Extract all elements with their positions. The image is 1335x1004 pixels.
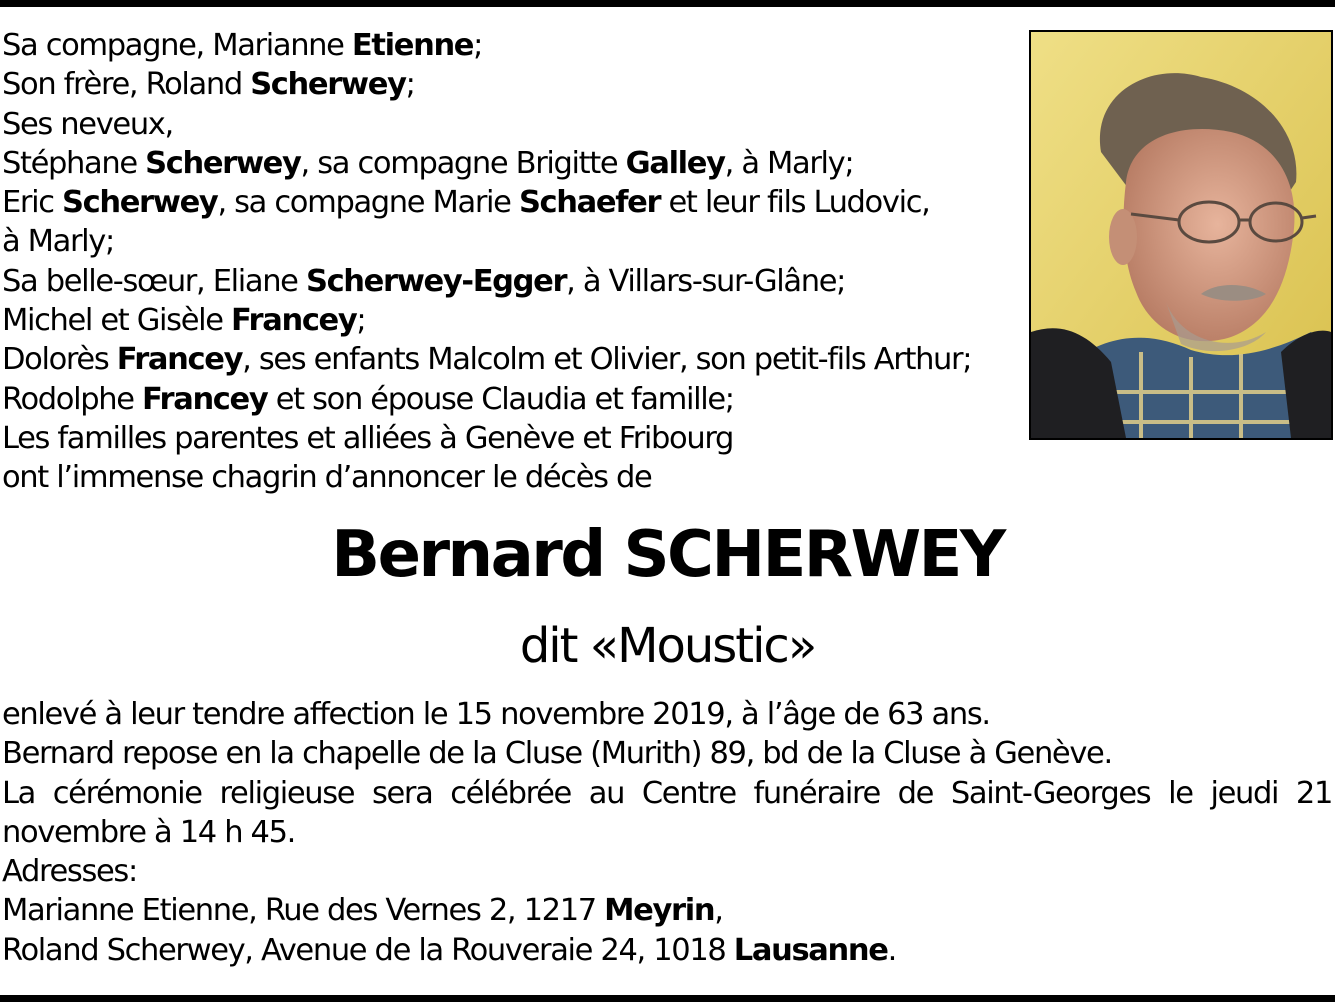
family-line (2, 65, 1012, 104)
text-run: , à Villars-sur-Glâne; (566, 263, 846, 299)
text-run: Sa compagne, Marianne (2, 28, 352, 63)
bold-name: Scherwey (62, 185, 218, 221)
funeral-details (2, 695, 1332, 970)
family-list (2, 26, 1012, 498)
text-run: Son frère, Roland (2, 67, 251, 103)
bold-name: Schaefer (518, 185, 661, 221)
text-run: , (714, 893, 723, 929)
text-run: Marianne Etienne, Rue des Vernes 2, 1217 (2, 893, 605, 929)
text-run: ont l’immense chagrin d’annoncer le décès de (2, 460, 652, 496)
details-line (2, 891, 1332, 930)
details-line (2, 695, 1332, 734)
family-line (2, 419, 1012, 458)
text-run: Ses neveux, (2, 106, 173, 142)
family-line (2, 183, 1012, 222)
bold-name: Francey (231, 303, 357, 339)
text-run: Sa belle-sœur, Eliane (2, 263, 306, 299)
text-run: La cérémonie religieuse sera célébrée au Centre funéraire de Saint-Georges le jeudi 21 novembre à 14 h 45. (2, 775, 1332, 850)
text-run: Michel et Gisèle (2, 303, 231, 339)
text-run: enlevé à leur tendre affection le 15 novembre 2019, à l’âge de 63 ans. (2, 697, 990, 732)
family-line (2, 301, 1012, 340)
bold-name: Scherwey (250, 67, 406, 103)
text-run: Stéphane (2, 145, 146, 181)
family-line (2, 340, 1012, 379)
family-line (2, 222, 1012, 261)
bold-name: Meyrin (604, 893, 715, 929)
text-run: Eric (2, 185, 62, 221)
bottom-rule (0, 995, 1335, 1002)
text-run: et son épouse Claudia et famille; (267, 381, 734, 417)
bold-name: Scherwey (145, 145, 301, 181)
bold-name: Lausanne (733, 932, 888, 968)
text-run: Les familles parentes et alliées à Genève et Fribourg (2, 420, 733, 456)
family-line (2, 144, 1012, 183)
text-run: ; (356, 303, 366, 339)
text-run: ; (473, 28, 483, 63)
text-run: Rodolphe (2, 381, 142, 417)
deceased-nickname: dit «Moustic» (519, 618, 816, 674)
bold-name: Francey (116, 342, 243, 378)
text-run: , à Marly; (724, 145, 854, 181)
bold-name: Galley (625, 145, 725, 181)
text-run: , sa compagne Brigitte (300, 145, 626, 181)
text-run: Adresses: (2, 854, 137, 890)
text-run: Dolorès (2, 342, 117, 378)
portrait-photo (1029, 30, 1333, 440)
text-run: , sa compagne Marie (217, 185, 519, 221)
family-line (2, 105, 1012, 144)
details-line (2, 931, 1332, 970)
details-line (2, 852, 1332, 891)
bold-name: Etienne (351, 28, 474, 63)
bold-name: Scherwey-Egger (305, 263, 567, 299)
text-run: , ses enfants Malcolm et Olivier, son petit-fils Arthur; (242, 342, 972, 378)
text-run: Roland Scherwey, Avenue de la Rouveraie 24, 1018 (2, 932, 734, 968)
details-line (2, 774, 1332, 853)
text-run: à Marly; (2, 224, 114, 260)
text-run: Bernard repose en la chapelle de la Cluse (Murith) 89, bd de la Cluse à Genève. (2, 736, 1112, 772)
text-run: . (887, 932, 896, 968)
text-run: et leur fils Ludovic, (660, 185, 930, 221)
family-line (2, 380, 1012, 419)
text-run: ; (405, 67, 415, 103)
details-line (2, 734, 1332, 773)
family-line (2, 458, 1012, 497)
portrait-illustration (1031, 32, 1331, 438)
top-rule (0, 0, 1335, 7)
bold-name: Francey (141, 381, 268, 417)
family-line (2, 262, 1012, 301)
family-line (2, 26, 1012, 65)
deceased-name: Bernard SCHERWEY (331, 518, 1004, 592)
